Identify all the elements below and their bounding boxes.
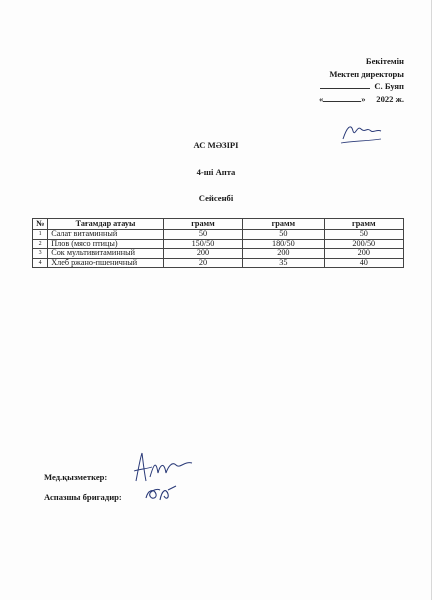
row-number: 2 bbox=[33, 239, 48, 249]
gram-value: 35 bbox=[243, 258, 324, 268]
gram-value: 20 bbox=[163, 258, 242, 268]
dish-name: Салат витаминный bbox=[48, 230, 164, 240]
director-signature-line bbox=[319, 80, 404, 93]
medical-worker-label: Мед.қызметкер: bbox=[44, 472, 108, 482]
gram-value: 200 bbox=[243, 249, 324, 259]
week-label: 4-ші Апта bbox=[196, 167, 236, 177]
gram-value: 180/50 bbox=[243, 239, 324, 249]
approval-year: 2022 ж. bbox=[376, 93, 404, 104]
dish-name: Хлеб ржано-пшеничный bbox=[48, 258, 164, 268]
table-row bbox=[33, 230, 404, 240]
approval-block bbox=[319, 55, 404, 105]
table-row bbox=[33, 258, 404, 268]
column-header-gram-1: грамм bbox=[163, 219, 242, 230]
column-header-gram-3: грамм bbox=[324, 219, 403, 230]
approval-date: « » 2022 ж. bbox=[318, 93, 404, 104]
table-header-row bbox=[33, 219, 404, 230]
row-number: 4 bbox=[33, 258, 48, 268]
table-row bbox=[33, 249, 404, 259]
gram-value: 50 bbox=[243, 230, 324, 240]
row-number: 3 bbox=[33, 249, 48, 259]
signature-underline bbox=[320, 80, 370, 89]
row-number: 1 bbox=[33, 230, 48, 240]
gram-value: 40 bbox=[324, 258, 403, 268]
director-name: С. Буяп bbox=[374, 81, 404, 92]
column-header-gram-2: грамм bbox=[243, 219, 324, 230]
gram-value: 150/50 bbox=[163, 239, 242, 249]
gram-value: 50 bbox=[163, 230, 242, 240]
gram-value: 200 bbox=[324, 249, 403, 259]
gram-value: 50 bbox=[324, 230, 403, 240]
medical-worker-signature bbox=[128, 447, 198, 487]
gram-value: 200/50 bbox=[324, 239, 403, 249]
menu-table bbox=[32, 218, 404, 268]
brigadier-signature bbox=[142, 482, 180, 504]
document-title: АС МӘЗІРІ bbox=[193, 140, 239, 150]
column-header-dish: Тағамдар атауы bbox=[48, 219, 164, 230]
director-title: Мектеп директоры bbox=[329, 68, 404, 79]
day-label: Сейсенбі bbox=[198, 193, 234, 203]
approval-label: Бекітемін bbox=[365, 56, 404, 66]
gram-value: 200 bbox=[163, 249, 242, 259]
date-blank bbox=[323, 93, 361, 102]
cook-brigadier-label: Аспазшы бригадир: bbox=[44, 492, 122, 502]
column-header-number: № bbox=[33, 219, 48, 230]
dish-name: Плов (мясо птицы) bbox=[48, 239, 164, 249]
dish-name: Сок мультивитаминный bbox=[48, 249, 164, 259]
